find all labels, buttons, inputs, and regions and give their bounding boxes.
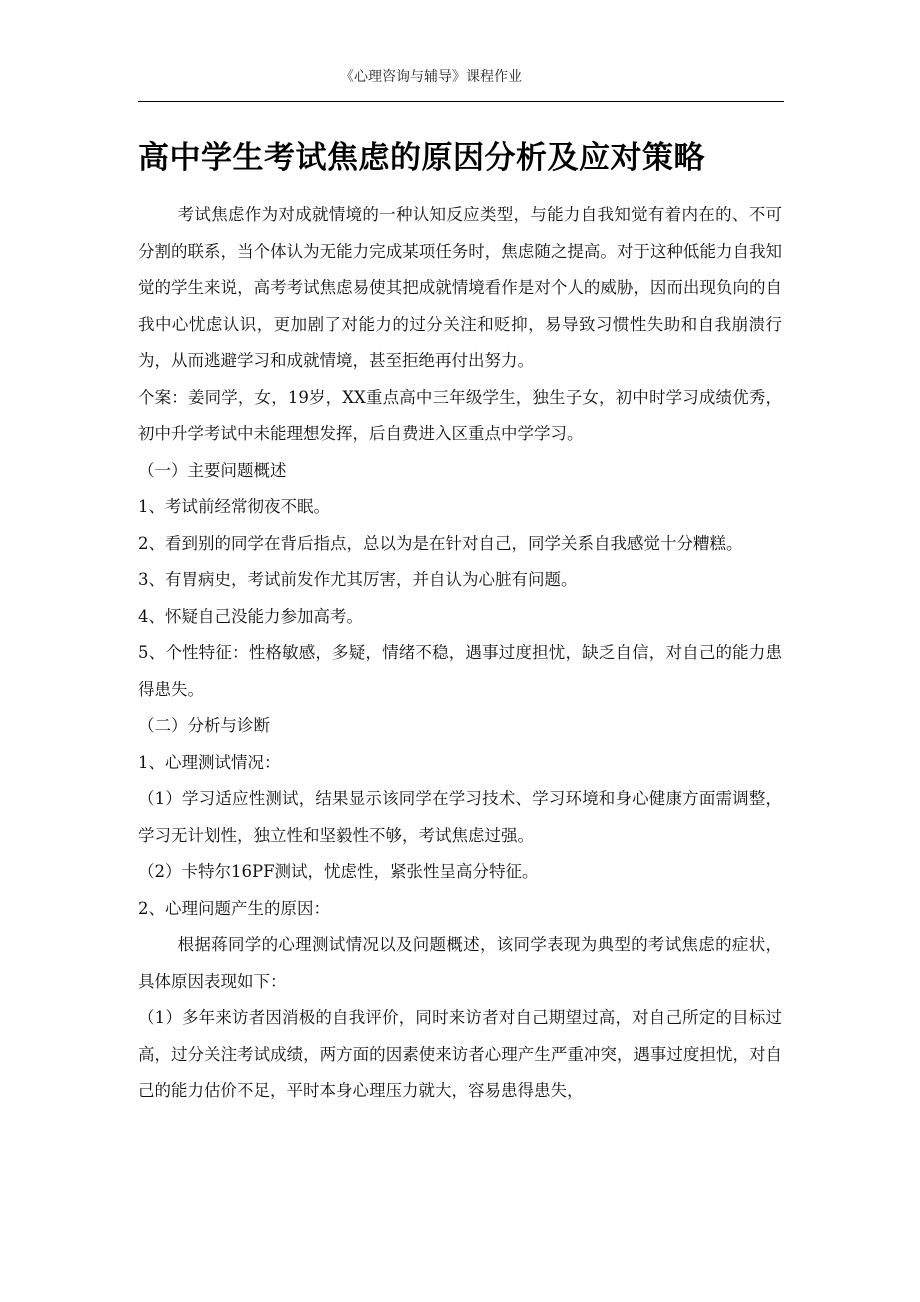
section-heading-diagnosis: （二）分析与诊断 xyxy=(138,716,270,735)
diagnosis-item: （1）学习适应性测试，结果显示该同学在学习技术、学习环境和身心健康方面需调整，学习无计划性，独立性和坚毅性不够，考试焦虑过强。 xyxy=(138,789,782,845)
problem-item: 5、个性特征：性格敏感，多疑，情绪不稳，遇事过度担忧，缺乏自信，对自己的能力患得患失。 xyxy=(138,643,782,699)
problem-item: 1、考试前经常彻夜不眠。 xyxy=(138,497,330,516)
section-heading-problems: （一）主要问题概述 xyxy=(138,460,287,480)
intro-paragraph: 考试焦虑作为对成就情境的一种认知反应类型，与能力自我知觉有着内在的、不可分割的联系，当个体认为无能力完成某项任务时，焦虑随之提高。对于这种低能力自我知觉的学生来说，高考考试焦虑易使其把成就情境看作是对个人的威胁，因而出现负向的自我中心忧虑认识，更加剧了对能力的过分关注和贬抑，易导致习惯性失助和自我崩溃行为，从而逃避学习和成就情境，甚至拒绝再付出努力。 xyxy=(138,205,782,370)
document-body xyxy=(138,197,782,1110)
case-paragraph: 个案：姜同学，女，19岁，XX重点高中三年级学生，独生子女，初中时学习成绩优秀，初中升学考试中未能理想发挥，后自费进入区重点中学学习。 xyxy=(138,387,782,443)
problem-item: 4、怀疑自己没能力参加高考。 xyxy=(138,606,363,626)
document-title: 高中学生考试焦虑的原因分析及应对策略 xyxy=(138,139,705,176)
diagnosis-intro: 根据蒋同学的心理测试情况以及问题概述，该同学表现为典型的考试焦虑的症状，具体原因表现如下： xyxy=(138,935,782,991)
diagnosis-item: （2）卡特尔16PF测试，忧虑性，紧张性呈高分特征。 xyxy=(138,862,539,881)
diagnosis-subheading: 2、心理问题产生的原因： xyxy=(138,898,330,918)
diagnosis-subheading: 1、心理测试情况： xyxy=(138,752,281,772)
running-header: 《心理咨询与辅导》课程作业 xyxy=(340,69,522,85)
problem-item: 2、看到别的同学在背后指点，总以为是在针对自己，同学关系自我感觉十分糟糕。 xyxy=(138,533,743,553)
problem-item: 3、有胃病史，考试前发作尤其厉害，并自认为心脏有问题。 xyxy=(138,570,578,589)
diagnosis-item: （1）多年来访者因消极的自我评价，同时来访者对自己期望过高，对自己所定的目标过高，过分关注考试成绩，两方面的因素使来访者心理产生严重冲突，遇事过度担忧，对自己的能力估价不足，平时本身心理压力就大，容易患得患失， xyxy=(138,1008,782,1100)
header-rule xyxy=(138,101,784,102)
